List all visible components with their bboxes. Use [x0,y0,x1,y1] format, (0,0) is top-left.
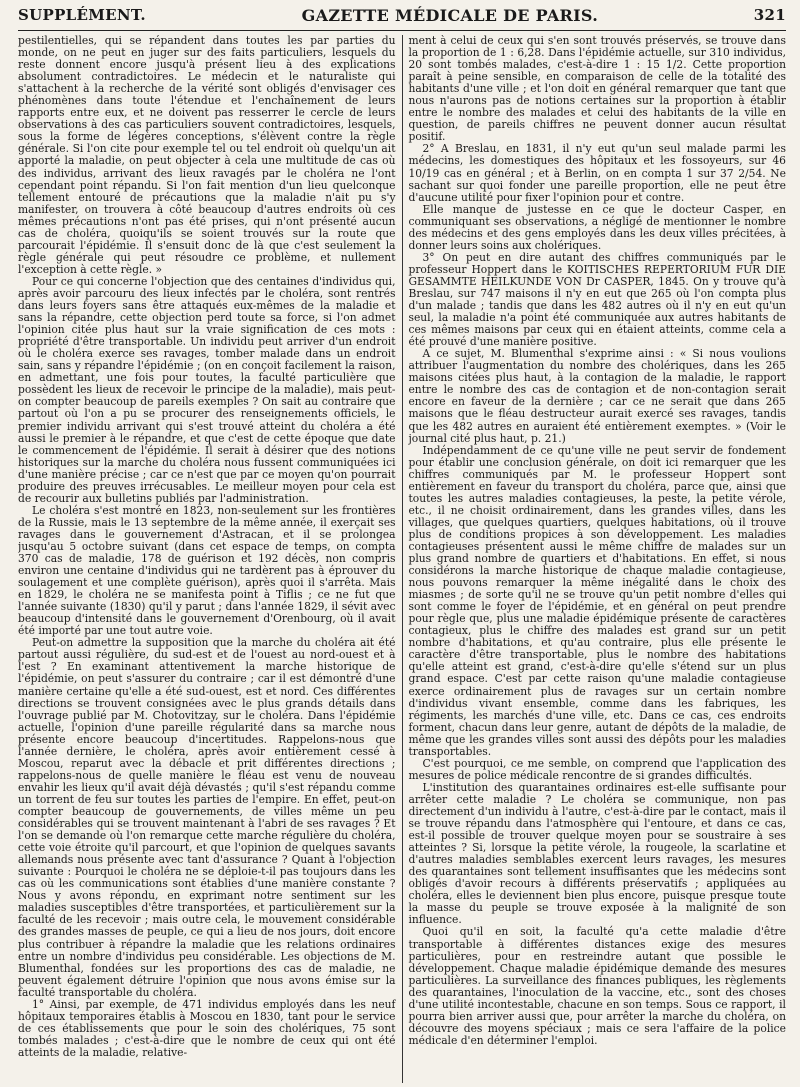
paragraph: Le choléra s'est montré en 1823, non-seulement sur les frontières de la Russie, mais le 13 septembre de la même année, il exerçait ses ravages dans le gouvernement d'Astracan, et il se prolongea jusqu'au 5 octobre suivant (dans cet espace de temps, on compta 370 cas de maladie, 178 de guérison et 192 décès, non compris environ une centaine d'individus qui ne tardèrent pas à éprouver du soulagement et une complète guérison), après quoi il s'arrêta. Mais en 1829, le choléra ne se manifesta point à Tiflis ; ce ne fut que l'année suivante (1830) qu'il y parut ; dans l'année 1829, il sévit avec beaucoup d'intensité dans le gouvernement d'Orenbourg, où il avait été importé par une tout autre voie. [18,503,396,638]
paragraph: pestilentielles, qui se répandent dans toutes les par parties du monde, on ne peut en juger sur des faits particuliers, lesquels du reste donnent encore jusqu'à présent lieu à des explications absolument contradictoires. Le médecin et le naturaliste qui s'attachent à la recherche de la vérité sont obligés d'envisager ces phénomènes dans toute l'étendue et l'enchaînement de leurs rapports entre eux, et ne doivent pas resserrer le cercle de leurs observations à des cas particuliers souvent contradictoires, lesquels, sous la forme de légères conceptions, s'élèvent contre la règle générale. Si l'on cite pour exemple tel ou tel endroit où quelqu'un ait apporté la maladie, on peut objecter à cela une multitude de cas où des individus, arrivant des lieux ravagés par le choléra ne l'ont cependant point répandu. Si l'on fait mention d'un lieu quelconque tellement entouré de précautions que la maladie n'ait pu s'y manifester, on trouvera à côté beaucoup d'autres endroits où ces mêmes précautions n'ont pas été prises, qui n'ont présenté aucun cas de choléra, quoiqu'ils se soient trouvés sur la route que parcourait l'épidémie. Il s'ensuit donc de là que c'est seulement la règle générale qui peut résoudre ce problème, et nullement l'exception à cette règle. » [18,35,396,276]
paragraph: 2° A Breslau, en 1831, il n'y eut qu'un seul malade parmi les médecins, les domestiques des hôpitaux et les fossoyeurs, sur 46 10/19 cas en général ; et à Berlin, on en compta 1 sur 37 2/54. Ne sachant sur quoi fonder une pareille proportion, elle ne peut être d'aucune utilité pour fixer l'opinion pour et contre. [408,142,786,204]
supplement-label: SUPPLÉMENT. [18,6,146,24]
paragraph: Quoi qu'il en soit, la faculté qu'a cette maladie d'être transportable à différentes distances exige des mesures particulières, pour en restreindre autant que possible le développement. Chaque maladie épidémique demande des mesures particulières. La surveillance des finances publiques, les règlements des quarantaines, l'inoculation de la vaccine, etc., sont des choses d'une utilité incontestable, chacune en son temps. Sous ce rapport, il pourra bien arriver aussi que, pour arrêter la marche du choléra, on découvre des moyens spéciaux ; mais ce sera l'affaire de la police médicale d'en déterminer l'emploi. [408,925,786,1047]
left-column [18,35,396,1083]
paragraph: 3° On peut en dire autant des chiffres communiqués par le professeur Hoppert dans le KOITISCHES REPERTORIUM FUR DIE GESAMMTE HEILKUNDE VON Dr CASPER, 1845. On y trouve qu'à Breslau, sur 747 maisons il n'y en eut que 265 où l'on compta plus d'un malade ; tandis que dans les 482 autres où il n'y en eut qu'un seul, la maladie n'a point été communiquée aux autres habitants de ces mêmes maisons par ceux qui en étaient atteints, comme cela a été prouvé d'une manière positive. [408,250,786,349]
paragraph: 1° Ainsi, par exemple, de 471 individus employés dans les neuf hôpitaux temporaires établis à Moscou en 1830, tant pour le service de ces établissements que pour le soin des cholériques, 75 sont tombés malades ; c'est-à-dire que le nombre de ceux qui ont été atteints de la maladie, relative- [18,997,396,1059]
paragraph: A ce sujet, M. Blumenthal s'exprime ainsi : « Si nous voulions attribuer l'augmentation du nombre des cholériques, dans les 265 maisons citées plus haut, à la contagion de la maladie, le rapport entre le nombre des cas de contagion et de non-contagion serait encore en faveur de la dernière ; car ce ne serait que dans 265 maisons que le fléau destructeur aurait exercé ses ravages, tandis que les 482 autres en auraient été entièrement exemptes. » (Voir le journal cité plus haut, p. 21.) [408,347,786,445]
paragraph: L'institution des quarantaines ordinaires est-elle suffisante pour arrêter cette maladie ? Le choléra se communique, non pas directement d'un individu à l'autre, c'est-à-dire par le contact, mais il se trouve répandu dans l'atmosphère qui l'entoure, et dans ce cas, est-il possible de trouver quelque moyen pour se soustraire à ses atteintes ? Si, lorsque la petite vérole, la rougeole, la scarlatine et d'autres maladies semblables exercent leurs ravages, les mesures des quarantaines sont tellement insuffisantes que les médecins sont obligés d'avoir recours à différents préservatifs ; appliquées au choléra, elles le deviennent bien plus encore, puisque presque toute la masse du peuple se trouve exposée à la malignité de son influence. [408,780,786,927]
page-number: 321 [753,6,786,24]
article-columns [18,35,786,1083]
right-column [408,35,786,1083]
paragraph: ment à celui de ceux qui s'en sont trouvés préservés, se trouve dans la proportion de 1 : 6,28. Dans l'épidémie actuelle, sur 310 individus, 20 sont tombés malades, c'est-à-dire 1 : 15 1/2. Cette proportion paraît à peine sensible, en comparaison de celle de la totalité des habitants d'une ville ; et l'on doit en général remarquer que tant que nous n'aurons pas de notions certaines sur la proportion à établir entre le nombre des malades et celui des habitants de la ville en question, de pareils chiffres ne peuvent donner aucun résultat positif. [408,35,786,144]
publication-title: GAZETTE MÉDICALE DE PARIS. [301,5,599,25]
paragraph: Elle manque de justesse en ce que le docteur Casper, en communiquant ses observations, a négligé de mentionner le nombre des médecins et des gens employés dans les deux villes précitées, à donner leurs soins aux cholériques. [408,202,786,252]
page-header [18,0,786,31]
paragraph: C'est pourquoi, ce me semble, on comprend que l'application des mesures de police médicale rencontre de si grandes difficultés. [408,756,786,782]
column-divider [402,35,403,1083]
paragraph: Pour ce qui concerne l'objection que des centaines d'individus qui, après avoir parcouru des lieux infectés par le choléra, sont rentrés dans leurs foyers sans être attaqués eux-mêmes de la maladie et sans la répandre, cette objection perd toute sa force, si l'on admet l'opinion citée plus haut sur la vraie signification de ces mots : propriété d'être transportable. Un individu peut arriver d'un endroit où le choléra exerce ses ravages, tomber malade dans un endroit sain, sans y répandre l'épidémie ; (on en conçoit facilement la raison, en admettant, une fois pour toutes, la faculté particulière que possèdent les lieux de recevoir le principe de la maladie), mais peut-on compter beaucoup de pareils exemples ? On sait au contraire que partout où l'on a pu se procurer des renseignements officiels, le premier individu arrivant qui s'est trouvé atteint du choléra a été aussi le premier à le répandre, et que c'est de cette époque que date le commencement de l'épidémie. Il serait à désirer que des notions historiques sur la marche du choléra nous fussent communiquées ici d'une manière précise ; car ce n'est que par ce moyen qu'on pourrait produire des preuves irrécusables. Le meilleur moyen pour cela est de recourir aux bulletins publiés par l'administration. [18,274,396,505]
paragraph: Indépendamment de ce qu'une ville ne peut servir de fondement pour établir une conclusion générale, on doit ici remarquer que les chiffres communiqués par M. le professeur Hoppert sont entièrement en faveur du transport du choléra, parce que, ainsi que toutes les autres maladies contagieuses, la peste, la petite vérole, etc., il ne choisit ordinairement, dans les grandes villes, dans les villages, que quelques quartiers, quelques habitations, où il trouve plus de conditions propices à son développement. Les maladies contagieuses présentent aussi le même chiffre de malades sur un plus grand nombre de quartiers et d'habitations. En effet, si nous considérons la marche historique de chaque maladie contagieuse, nous pouvons remarquer la même inégalité dans le choix des miasmes ; de sorte qu'il ne se trouve qu'un petit nombre d'elles qui sont comme le foyer de l'épidémie, et en général on peut prendre pour règle que, plus une maladie épidémique présente de caractères contagieux, plus le chiffre des malades est grand sur un petit nombre d'habitations, et qu'au contraire, plus elle présente le caractère d'être transportable, plus le nombre des habitations qu'elle atteint est grand, c'est-à-dire qu'elle s'étend sur un plus grand espace. C'est par cette raison qu'une maladie contagieuse exerce ordinairement plus de ravages sur un certain nombre d'individus vivant ensemble, comme dans les fabriques, les régiments, les marchés d'une ville, etc. Dans ce cas, ces endroits forment, chacun dans leur genre, autant de dépôts de la maladie, de même que les grandes villes sont aussi des dépôts pour les maladies transportables. [408,443,786,758]
paragraph: Peut-on admettre la supposition que la marche du choléra ait été partout aussi régulière, du sud-est et de l'ouest au nord-ouest et à l'est ? En examinant attentivement la marche historique de l'épidémie, on peut s'assurer du contraire ; car il est démontré d'une manière certaine qu'elle a été sud-ouest, est et nord. Ces différentes directions se trouvent consignées avec le plus grands détails dans l'ouvrage publié par M. Chotovitzay, sur le choléra. Dans l'épidémie actuelle, l'opinion d'une pareille régularité dans sa marche nous présente encore beaucoup d'incertitudes. Rappelons-nous que l'année dernière, le choléra, après avoir entièrement cessé à Moscou, reparut avec la débacle et prit différentes directions ; rappelons-nous de quelle manière le fléau est venu de nouveau envahir les lieux qu'il avait déjà dévastés ; qu'il s'est répandu comme un torrent de feu sur toutes les parties de l'empire. En effet, peut-on compter beaucoup de gouvernements, de villes même un peu considérables qui se trouvent maintenant à l'abri de ses ravages ? Et l'on se demande où l'on remarque cette marche régulière du choléra, cette voie étroite qu'il parcourt, et que l'opinion de quelques savants allemands nous présente avec tant d'assurance ? Quant à l'objection suivante : Pourquoi le choléra ne se déploie-t-il pas toujours dans les cas où les communications sont établies d'une manière constante ? Nous y avons répondu, en exprimant notre sentiment sur les maladies susceptibles d'être transportées, et particulièrement sur la faculté de les recevoir ; mais outre cela, le mouvement considérable des grandes masses de peuple, ce qui a lieu de nos jours, doit encore plus contribuer à répandre la maladie que les relations ordinaires entre un nombre d'individus peu considérable. Les objections de M. Blumenthal, fondées sur les proportions des cas de maladie, ne peuvent également détruire l'opinion que nous avons émise sur la faculté transportable du choléra. [18,636,396,999]
